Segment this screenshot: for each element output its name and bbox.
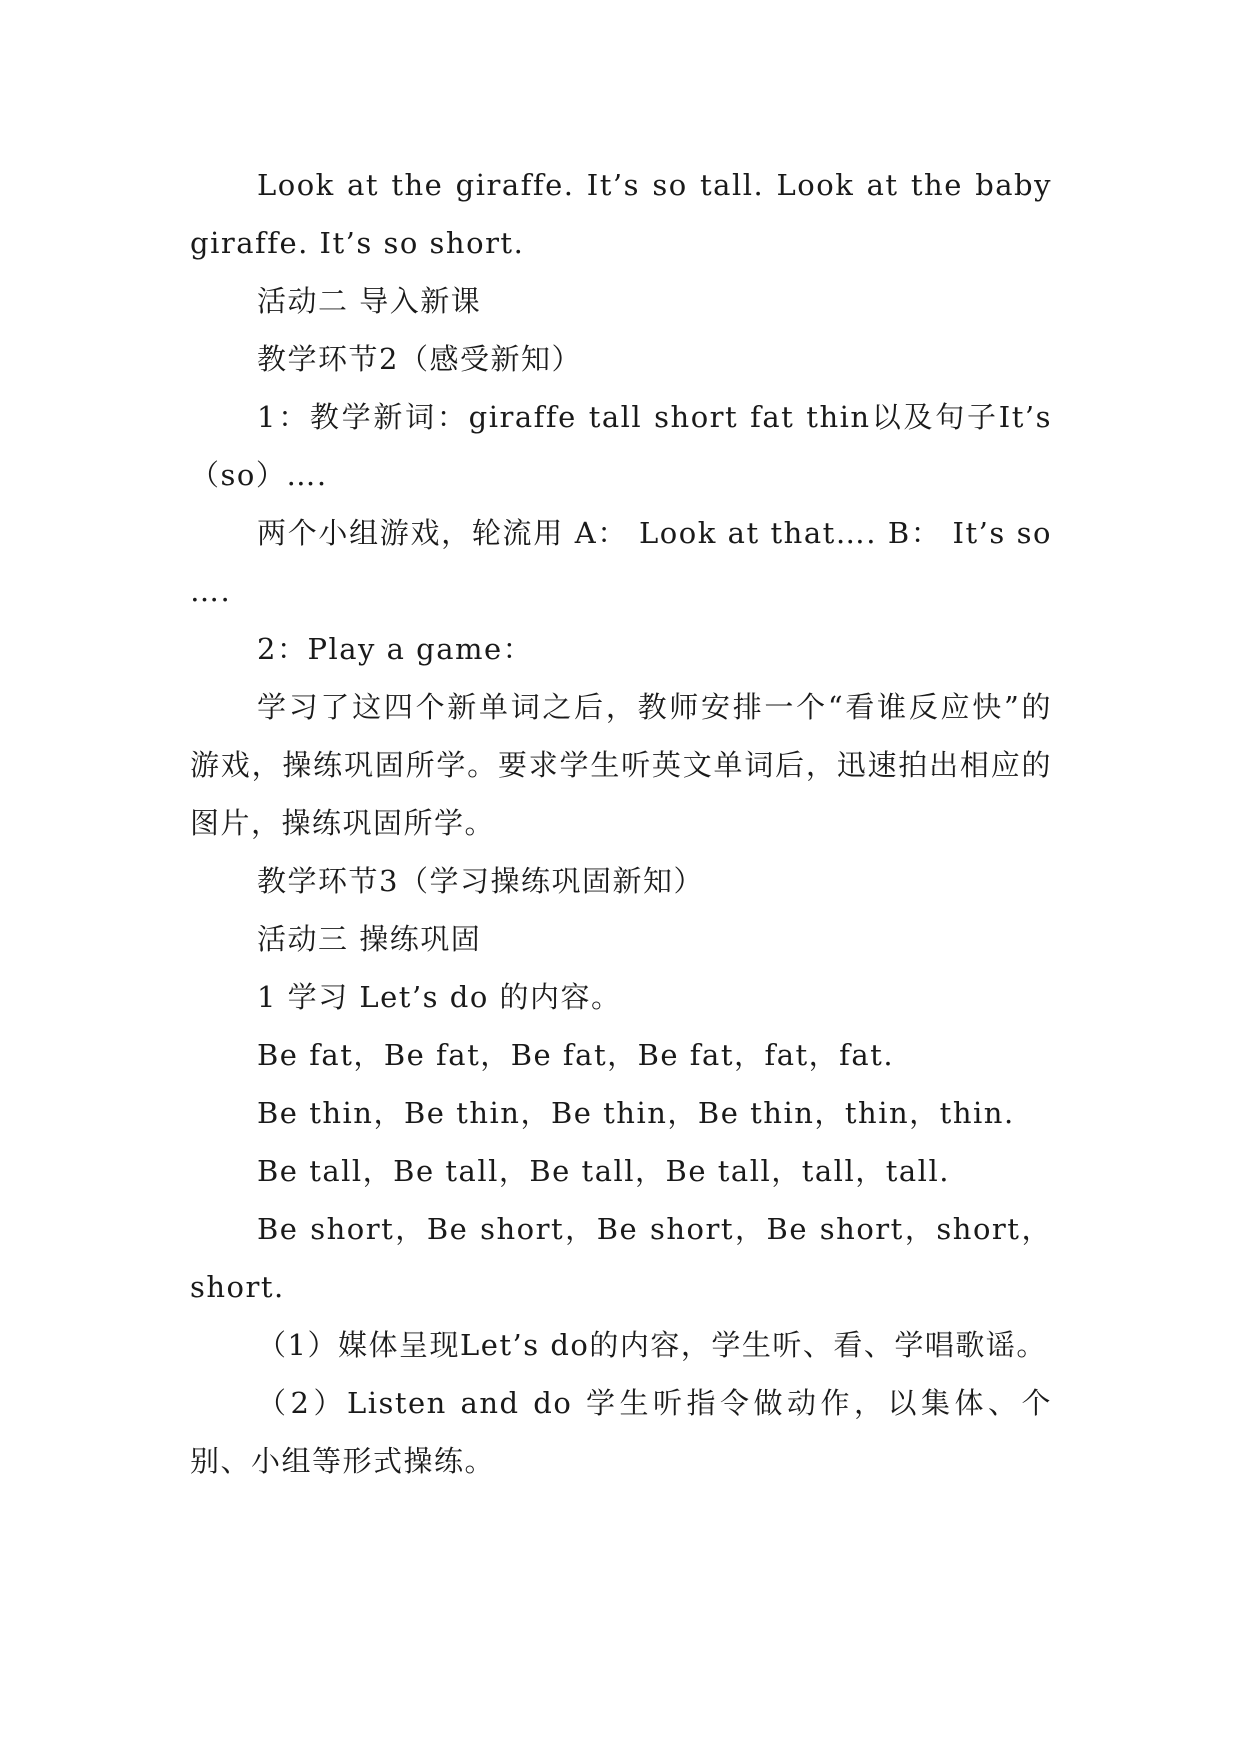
paragraph-15: （1）媒体呈现Let’s do的内容，学生听、看、学唱歌谣。	[257, 1328, 1047, 1362]
paragraph-7: 学习了这四个新单词之后，教师安排一个“看谁反应快”的游戏，操练巩固所学。要求学生听英文单词后，迅速拍出相应的图片，操练巩固所学。	[190, 690, 1052, 840]
paragraph-3: 教学环节2（感受新知）	[257, 342, 582, 376]
paragraph-10: 1 学习 Let’s do 的内容。	[257, 980, 622, 1014]
paragraph-6: 2：Play a game：	[257, 632, 534, 666]
document-body	[190, 156, 1052, 1490]
paragraph-8: 教学环节3（学习操练巩固新知）	[257, 864, 704, 898]
paragraph-4: 1：教学新词：giraffe tall short fat thin以及句子It’s（so）….	[190, 400, 1052, 492]
paragraph-14: Be short，Be short，Be short，Be short，short，short.	[190, 1212, 1052, 1304]
paragraph-2: 活动二 导入新课	[257, 284, 482, 318]
paragraph-11: Be fat，Be fat，Be fat，Be fat，fat，fat.	[257, 1038, 895, 1072]
paragraph-16: （2）Listen and do 学生听指令做动作，以集体、个别、小组等形式操练。	[190, 1386, 1052, 1478]
paragraph-9: 活动三 操练巩固	[257, 922, 482, 956]
paragraph-1: Look at the giraffe. It’s so tall. Look at the baby giraffe. It’s so short.	[190, 168, 1052, 260]
paragraph-12: Be thin，Be thin，Be thin，Be thin，thin，thin.	[257, 1096, 1015, 1130]
paragraph-5: 两个小组游戏，轮流用 A： Look at that…. B： It’s so ….	[190, 516, 1052, 608]
paragraph-13: Be tall，Be tall，Be tall，Be tall，tall，tall.	[257, 1154, 950, 1188]
